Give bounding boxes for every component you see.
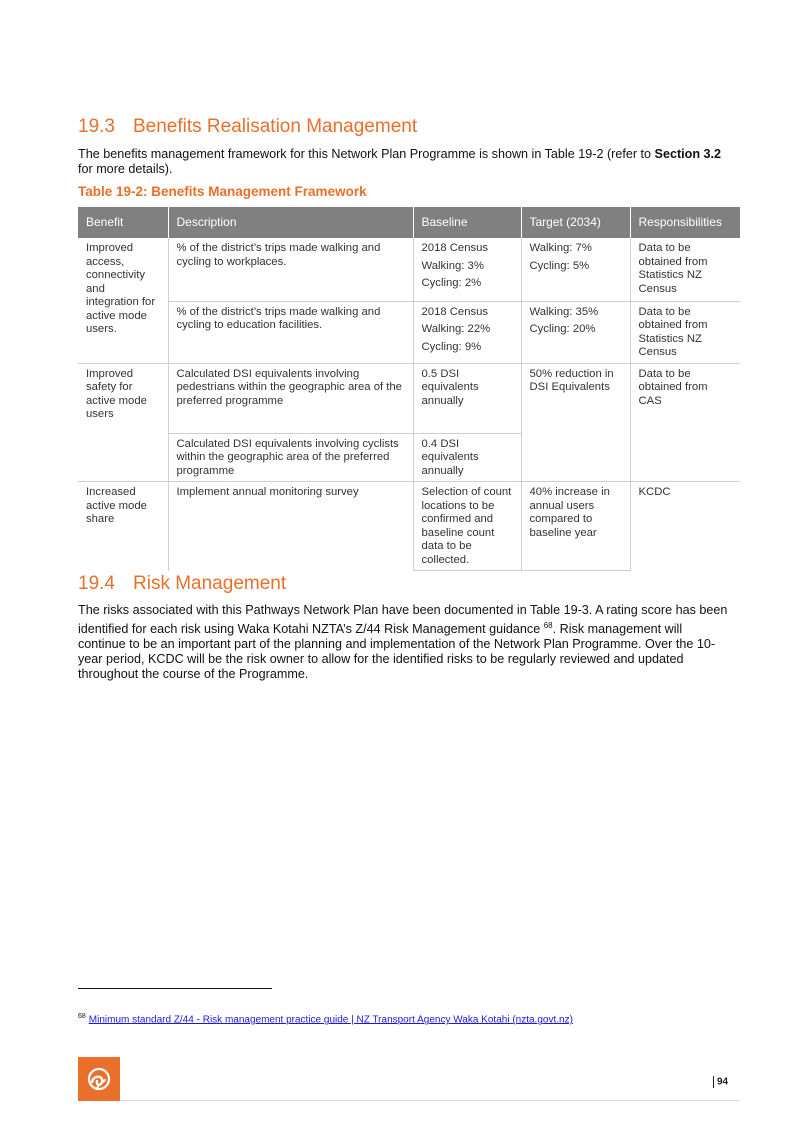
baseline-cell: Selection of count locations to be confirmed and baseline count data to be collected. — [413, 482, 521, 571]
responsibilities-cell: Data to be obtained from Statistics NZ Census — [630, 301, 740, 363]
intro-text-2: for more details). — [78, 162, 173, 176]
benefits-management-table — [78, 207, 740, 571]
header-benefit: Benefit — [78, 207, 168, 238]
section-title: Benefits Realisation Management — [133, 116, 418, 137]
risk-text-2: . Risk management will continue to be an important part of the planning and implementation of the Network Plan Programme. Over the 10-year period, KCDC will be the risk owner to allow for the identified risks to be regularly reviewed and updated throughout the course of the Programme. — [78, 622, 716, 682]
target-cell: 40% increase in annual users compared to baseline year — [521, 482, 630, 571]
table-row — [78, 482, 740, 571]
baseline-line: 2018 Census — [421, 305, 489, 318]
target-line: Cycling: 5% — [529, 259, 590, 272]
benefits-intro-paragraph — [78, 147, 728, 177]
responsibilities-cell: KCDC — [630, 482, 740, 571]
footnote-divider — [78, 988, 272, 989]
section-heading-19-4 — [78, 573, 286, 595]
risk-text-1: The risks associated with this Pathways Network Plan have been documented in Table 19-3. A rating score has been identified for each risk using Waka Kotahi NZTA’s Z/44 Risk Management guidance — [78, 603, 728, 637]
benefit-cell: Improved access, connectivity and integration for active mode users. — [78, 238, 168, 363]
baseline-cell — [413, 238, 521, 301]
header-baseline: Baseline — [413, 207, 521, 238]
description-cell: % of the district’s trips made walking and cycling to workplaces. — [168, 238, 413, 301]
section-number: 19.4 — [78, 573, 115, 594]
risk-paragraph — [78, 603, 728, 682]
section-title: Risk Management — [133, 573, 287, 594]
baseline-line: Cycling: 2% — [421, 277, 482, 289]
baseline-line: Walking: 3% — [421, 259, 484, 272]
footer-divider — [120, 1100, 740, 1101]
page-number-divider — [713, 1076, 714, 1088]
target-cell: 50% reduction in DSI Equivalents — [521, 363, 630, 482]
header-target: Target (2034) — [521, 207, 630, 238]
target-cell — [521, 238, 630, 301]
footnote-number: 68 — [78, 1013, 86, 1020]
table-row — [78, 301, 740, 363]
description-cell: Calculated DSI equivalents involving pedestrians within the geographic area of the preferred programme — [168, 363, 413, 433]
page-number-value: 94 — [717, 1076, 729, 1088]
responsibilities-cell: Data to be obtained from Statistics NZ Census — [630, 238, 740, 301]
section-link-bold: Section 3.2 — [654, 147, 722, 161]
table-header-row — [78, 207, 740, 238]
table-caption: Table 19-2: Benefits Management Framework — [78, 184, 367, 199]
footnote — [78, 1013, 573, 1025]
target-line: Cycling: 20% — [529, 323, 596, 335]
footnote-reference[interactable]: 68 — [543, 621, 553, 630]
section-heading-19-3 — [78, 116, 417, 138]
header-responsibilities: Responsibilities — [630, 207, 740, 238]
target-cell — [521, 301, 630, 363]
benefit-cell: Increased active mode share — [86, 486, 147, 525]
benefit-cell: Improved safety for active mode users — [78, 363, 168, 482]
baseline-cell — [413, 301, 521, 363]
baseline-cell: 0.5 DSI equivalents annually — [413, 363, 521, 433]
page-number — [713, 1076, 728, 1088]
responsibilities-cell: Data to be obtained from CAS — [630, 363, 740, 482]
swirl-logo-icon — [78, 1057, 120, 1101]
description-cell: % of the district’s trips made walking and cycling to education facilities. — [168, 301, 413, 363]
footnote-link[interactable]: Minimum standard Z/44 - Risk management practice guide | NZ Transport Agency Waka Kotahi (nzta.govt.nz) — [88, 1014, 573, 1026]
description-cell: Calculated DSI equivalents involving cyclists within the geographic area of the preferred programme — [168, 433, 413, 482]
intro-text-1: The benefits management framework for this Network Plan Programme is shown in Table 19-2 (refer to — [78, 147, 655, 161]
section-number: 19.3 — [78, 116, 115, 137]
header-description: Description — [168, 207, 413, 238]
baseline-line: 2018 Census — [421, 242, 489, 254]
table-row — [78, 363, 740, 433]
target-line: Walking: 35% — [529, 305, 599, 318]
table-row — [78, 238, 740, 301]
baseline-line: Cycling: 9% — [421, 340, 482, 353]
baseline-line: Walking: 22% — [421, 323, 491, 335]
target-line: Walking: 7% — [529, 242, 592, 254]
baseline-cell: 0.4 DSI equivalents annually — [413, 433, 521, 482]
description-cell: Implement annual monitoring survey — [168, 482, 413, 571]
